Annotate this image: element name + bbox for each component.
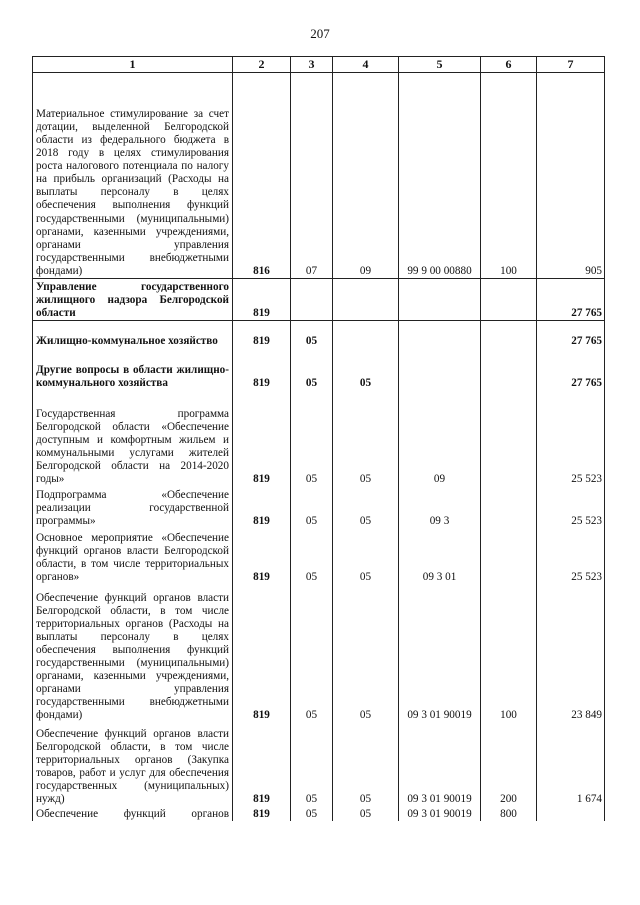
row-col2: 819	[233, 487, 291, 529]
row-col3: 05	[291, 529, 333, 585]
row-col7: 905	[537, 73, 605, 279]
row-col6	[481, 487, 537, 529]
header-col-7: 7	[537, 57, 605, 73]
row-col7: 25 523	[537, 487, 605, 529]
row-col4: 05	[333, 487, 399, 529]
row-col7: 27 765	[537, 279, 605, 321]
row-description: Жилищно-коммунальное хозяйство	[33, 321, 233, 349]
row-col5: 09 3 01 90019	[399, 807, 481, 821]
row-col6	[481, 349, 537, 391]
row-col3	[291, 279, 333, 321]
row-col2: 819	[233, 529, 291, 585]
row-description: Обеспечение функций органов власти Белгородской области, в том числе территориальных органов (Расходы на выплаты персоналу в целях обеспечения выполнения функций государственными (муниципальными) органами, казенными учреждениями, органами управления государственными внебюджетными фондами)	[33, 585, 233, 723]
table-row	[33, 391, 605, 487]
row-col6	[481, 321, 537, 349]
row-col2: 819	[233, 723, 291, 807]
table-row	[33, 321, 605, 349]
header-col-6: 6	[481, 57, 537, 73]
row-col5: 09 3 01	[399, 529, 481, 585]
row-col2: 819	[233, 279, 291, 321]
row-col5	[399, 321, 481, 349]
row-col7: 25 523	[537, 529, 605, 585]
row-col4: 05	[333, 585, 399, 723]
row-col2: 819	[233, 321, 291, 349]
row-col3: 05	[291, 585, 333, 723]
row-col5: 09	[399, 391, 481, 487]
row-col4: 09	[333, 73, 399, 279]
row-col2: 819	[233, 391, 291, 487]
table-row	[33, 723, 605, 807]
header-col-5: 5	[399, 57, 481, 73]
table-row	[33, 585, 605, 723]
row-col4	[333, 279, 399, 321]
row-col7: 23 849	[537, 585, 605, 723]
row-col4: 05	[333, 349, 399, 391]
row-col3: 07	[291, 73, 333, 279]
header-col-4: 4	[333, 57, 399, 73]
row-description: Основное мероприятие «Обеспечение функций органов власти Белгородской области, в том числе территориальных органов»	[33, 529, 233, 585]
row-col4: 05	[333, 723, 399, 807]
row-col4: 05	[333, 807, 399, 821]
row-col7: 27 765	[537, 349, 605, 391]
row-col2: 819	[233, 585, 291, 723]
row-col2: 816	[233, 73, 291, 279]
row-col5	[399, 349, 481, 391]
row-col5	[399, 279, 481, 321]
row-col3: 05	[291, 391, 333, 487]
row-col7	[537, 807, 605, 821]
table-row	[33, 349, 605, 391]
budget-table	[32, 56, 605, 821]
row-col3: 05	[291, 349, 333, 391]
row-col6	[481, 391, 537, 487]
row-col4: 05	[333, 391, 399, 487]
table-header-row	[33, 57, 605, 73]
header-col-1: 1	[33, 57, 233, 73]
row-col7: 27 765	[537, 321, 605, 349]
table-row	[33, 529, 605, 585]
row-col3: 05	[291, 723, 333, 807]
row-description: Управление государственного жилищного надзора Белгородской области	[33, 279, 233, 321]
page-number: 207	[310, 26, 330, 41]
row-col4	[333, 321, 399, 349]
row-col7: 1 674	[537, 723, 605, 807]
table-row	[33, 807, 605, 821]
table-row	[33, 73, 605, 279]
row-col2: 819	[233, 807, 291, 821]
header-col-3: 3	[291, 57, 333, 73]
table-row	[33, 487, 605, 529]
row-col5: 09 3 01 90019	[399, 723, 481, 807]
row-col6: 100	[481, 585, 537, 723]
row-description: Подпрограмма «Обеспечение реализации государственной программы»	[33, 487, 233, 529]
row-col6	[481, 279, 537, 321]
row-col4: 05	[333, 529, 399, 585]
row-description: Другие вопросы в области жилищно-коммунального хозяйства	[33, 349, 233, 391]
row-col5: 09 3 01 90019	[399, 585, 481, 723]
row-description: Обеспечение функций органов власти Белгородской области, в том числе территориальных органов (Закупка товаров, работ и услуг для обеспечения государственных (муниципальных) нужд)	[33, 723, 233, 807]
header-col-2: 2	[233, 57, 291, 73]
row-col3: 05	[291, 321, 333, 349]
row-col5: 09 3	[399, 487, 481, 529]
row-description: Обеспечение функций органов	[33, 807, 233, 821]
row-col6: 800	[481, 807, 537, 821]
row-col6: 200	[481, 723, 537, 807]
row-description: Государственная программа Белгородской области «Обеспечение доступным и комфортным жильем и коммунальными услугами жителей Белгородской области на 2014-2020 годы»	[33, 391, 233, 487]
row-col3: 05	[291, 807, 333, 821]
row-col6	[481, 529, 537, 585]
row-col7: 25 523	[537, 391, 605, 487]
row-description: Материальное стимулирование за счет дотации, выделенной Белгородской области из федерального бюджета в 2018 году в целях стимулирования роста налогового потенциала по налогу на прибыль организаций (Расходы на выплаты персоналу в целях обеспечения выполнения функций государственными (муниципальными) органами, казенными учреждениями, органами управления государственными внебюджетными фондами)	[33, 73, 233, 279]
table-row	[33, 279, 605, 321]
row-col3: 05	[291, 487, 333, 529]
row-col2: 819	[233, 349, 291, 391]
row-col6: 100	[481, 73, 537, 279]
row-col5: 99 9 00 00880	[399, 73, 481, 279]
